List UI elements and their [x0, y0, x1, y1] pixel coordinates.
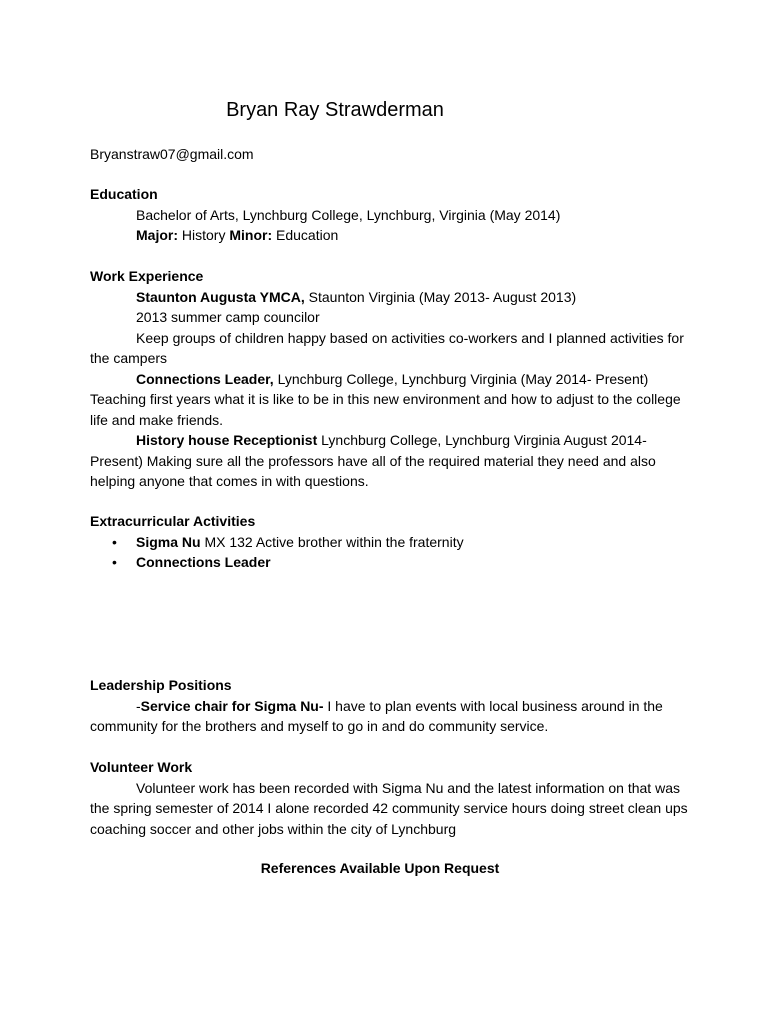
resume-name: Bryan Ray Strawderman — [226, 99, 444, 121]
job-1-description: Keep groups of children happy based on activities co-workers and I planned activities for the campers — [90, 329, 684, 366]
major-label: Major: — [136, 227, 178, 243]
major-value: History — [181, 227, 226, 243]
extracurricular-heading: Extracurricular Activities — [90, 513, 256, 529]
email: Bryanstraw07@gmail.com — [90, 146, 254, 162]
volunteer-heading: Volunteer Work — [90, 759, 193, 775]
leadership-prefix: - — [136, 697, 141, 714]
job-1-header — [90, 287, 690, 308]
volunteer-section — [90, 757, 690, 839]
extracurricular-list — [90, 532, 690, 573]
work-heading: Work Experience — [90, 268, 204, 284]
job-2-title: Connections Leader, — [136, 370, 274, 387]
leadership-heading: Leadership Positions — [90, 677, 232, 693]
list-item — [90, 552, 690, 573]
bullet-icon: • — [112, 554, 117, 570]
job-3-title: History house Receptionist — [136, 432, 318, 448]
activity-1-text: MX 132 Active brother within the fraternity — [204, 533, 464, 550]
volunteer-text: Volunteer work has been recorded with Sigma Nu and the latest information on that was the spring semester of 2014 I alone recorded 42 community service hours doing street clean ups coaching soccer and other jobs within the city of Lynchburg — [90, 779, 688, 837]
leadership-description: I have to plan events with local business around in the community for the brothers and myself to go in and do community service. — [90, 697, 663, 734]
leadership-title: Service chair for Sigma Nu- — [140, 697, 324, 714]
job-2 — [90, 369, 690, 431]
activity-1-name: Sigma Nu — [136, 533, 201, 550]
job-1-role: 2013 summer camp councilor — [136, 309, 320, 325]
minor-value: Education — [276, 227, 339, 243]
minor-label: Minor: — [229, 227, 273, 243]
job-1-detail: Staunton Virginia (May 2013- August 2013) — [308, 288, 577, 305]
leadership-section — [90, 675, 690, 737]
education-section — [90, 184, 690, 246]
major-minor-line — [90, 225, 690, 246]
education-heading: Education — [90, 186, 158, 202]
work-section — [90, 266, 690, 492]
job-3 — [90, 430, 690, 492]
job-2-detail: Lynchburg College, Lynchburg Virginia (May 2014- Present) Teaching first years what it is like to be in this new environment and how to adjust to the college life and make friends. — [90, 370, 681, 428]
job-1-title: Staunton Augusta YMCA, — [136, 288, 305, 305]
references-line: References Available Upon Request — [260, 860, 500, 876]
bullet-icon: • — [112, 533, 117, 550]
activity-2-name: Connections Leader — [136, 554, 271, 570]
degree-line: Bachelor of Arts, Lynchburg College, Lynchburg, Virginia (May 2014) — [136, 206, 561, 223]
leadership-text — [90, 696, 690, 737]
list-item — [90, 532, 690, 553]
job-3-detail: Lynchburg College, Lynchburg Virginia August 2014- Present) Making sure all the professors have all of the required material they need and also helping anyone that comes in with questions. — [90, 432, 656, 489]
extracurricular-section — [90, 511, 690, 573]
